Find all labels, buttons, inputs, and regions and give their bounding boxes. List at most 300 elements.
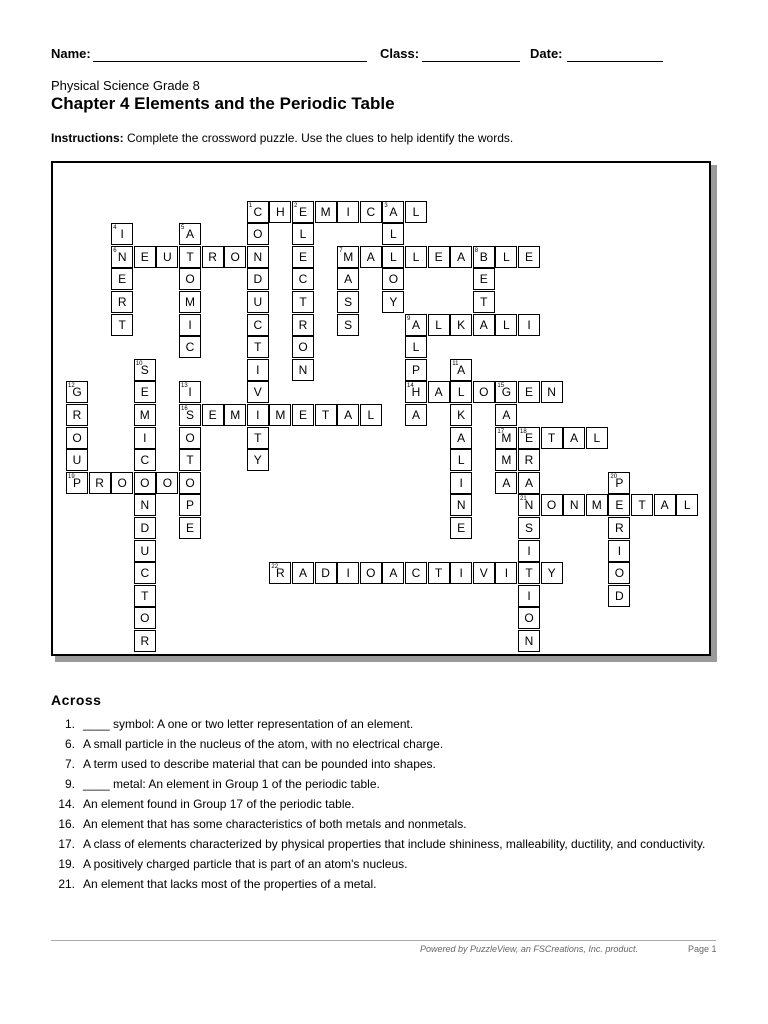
crossword-cell[interactable] — [179, 427, 201, 449]
cell-letter: C — [366, 204, 376, 219]
cell-letter: M — [501, 453, 512, 468]
crossword-cell[interactable] — [541, 562, 563, 584]
crossword-cell[interactable] — [473, 314, 495, 336]
cell-letter: N — [524, 634, 534, 648]
cell-letter: T — [186, 249, 194, 264]
cell-letter: N — [524, 498, 534, 513]
crossword-cell[interactable] — [66, 472, 88, 494]
crossword-cell[interactable] — [450, 381, 472, 403]
crossword-cell[interactable] — [518, 540, 540, 562]
crossword-cell[interactable] — [202, 404, 224, 426]
crossword-cell[interactable] — [247, 201, 269, 223]
crossword-cell[interactable] — [337, 562, 359, 584]
cell-letter: I — [527, 543, 531, 558]
cell-letter: A — [298, 566, 307, 581]
cell-letter: S — [344, 295, 353, 309]
crossword-cell[interactable] — [156, 246, 178, 268]
crossword-cell[interactable] — [586, 427, 608, 449]
crossword-cell[interactable] — [495, 472, 517, 494]
clue-number: 13 — [181, 383, 188, 390]
cell-letter: P — [185, 498, 194, 513]
crossword-cell[interactable] — [518, 517, 540, 539]
crossword-cell[interactable] — [337, 268, 359, 290]
cell-letter: A — [660, 498, 669, 513]
crossword-cell[interactable] — [495, 449, 517, 471]
clue-number: 4 — [113, 225, 117, 232]
crossword-cell[interactable] — [405, 314, 427, 336]
cell-letter: L — [435, 317, 442, 332]
crossword-cell[interactable] — [111, 223, 133, 245]
cell-letter: A — [479, 317, 488, 332]
cell-letter: R — [615, 521, 624, 535]
crossword-cell[interactable] — [66, 427, 88, 449]
crossword-cell[interactable] — [134, 517, 156, 539]
cell-letter: R — [140, 634, 150, 648]
cell-letter: E — [524, 385, 533, 400]
crossword-cell[interactable] — [473, 291, 495, 313]
crossword-cell[interactable] — [473, 268, 495, 290]
crossword-cell[interactable] — [134, 404, 156, 426]
cell-letter: L — [503, 249, 510, 264]
cell-letter: L — [367, 408, 375, 422]
cell-letter: L — [412, 204, 420, 219]
cell-letter: I — [459, 566, 463, 581]
crossword-cell[interactable] — [518, 630, 540, 652]
clue-number: 14. — [58, 797, 75, 811]
cell-letter: Y — [253, 453, 262, 468]
cell-letter: E — [479, 272, 488, 287]
cell-letter: I — [188, 385, 192, 400]
cell-letter: L — [457, 385, 465, 400]
cell-letter: M — [591, 498, 602, 513]
clue-text: An element that has some characteristics of both metals and nonmetals. — [83, 817, 467, 831]
crossword-cell[interactable] — [247, 427, 269, 449]
crossword-cell[interactable] — [360, 246, 382, 268]
cell-letter: T — [141, 588, 149, 603]
crossword-cell[interactable] — [518, 585, 540, 607]
crossword-cell[interactable] — [337, 404, 359, 426]
crossword-cell[interactable] — [608, 472, 630, 494]
cell-letter: P — [615, 475, 624, 490]
crossword-cell[interactable] — [405, 404, 427, 426]
crossword-cell[interactable] — [134, 607, 156, 629]
crossword-cell[interactable] — [292, 223, 314, 245]
crossword-cell[interactable] — [337, 201, 359, 223]
crossword-cell[interactable] — [134, 359, 156, 381]
crossword-cell[interactable] — [134, 585, 156, 607]
crossword-cell[interactable] — [518, 381, 540, 403]
footer-divider — [51, 940, 716, 941]
page-title: Chapter 4 Elements and the Periodic Table — [51, 94, 395, 113]
crossword-cell[interactable] — [382, 268, 404, 290]
cell-letter: K — [457, 408, 466, 422]
crossword-cell[interactable] — [111, 246, 133, 268]
cell-letter: O — [140, 475, 150, 490]
crossword-cell[interactable] — [247, 336, 269, 358]
class-blank[interactable] — [422, 61, 520, 62]
clue-number: 18 — [520, 428, 527, 435]
crossword-cell[interactable] — [405, 381, 427, 403]
cell-letter: L — [390, 249, 397, 264]
cell-letter: R — [208, 249, 217, 264]
cell-letter: T — [480, 295, 488, 309]
cell-letter: C — [140, 453, 150, 468]
cell-letter: V — [253, 385, 262, 400]
cell-letter: E — [185, 521, 194, 535]
cell-letter: T — [299, 295, 307, 309]
crossword-cell[interactable] — [563, 427, 585, 449]
cell-letter: E — [208, 408, 217, 422]
cell-letter: L — [503, 317, 510, 332]
crossword-cell[interactable] — [292, 314, 314, 336]
crossword-cell[interactable] — [495, 314, 517, 336]
clue-text: A small particle in the nucleus of the atom, with no electrical charge. — [83, 737, 444, 751]
crossword-cell[interactable] — [156, 472, 178, 494]
crossword-cell[interactable] — [428, 381, 450, 403]
cell-letter: E — [118, 272, 127, 287]
crossword-cell[interactable] — [382, 201, 404, 223]
cell-letter: K — [457, 317, 466, 332]
cell-letter: M — [230, 408, 241, 422]
cell-letter: A — [502, 408, 511, 422]
crossword-cell[interactable] — [66, 381, 88, 403]
cell-letter: A — [570, 430, 579, 445]
cell-letter: I — [120, 227, 124, 242]
crossword-cell[interactable] — [111, 472, 133, 494]
crossword-cell[interactable] — [382, 223, 404, 245]
crossword-cell[interactable] — [495, 562, 517, 584]
crossword-cell[interactable] — [179, 472, 201, 494]
crossword-cell[interactable] — [518, 314, 540, 336]
crossword-cell[interactable] — [405, 562, 427, 584]
clue-number: 17. — [58, 837, 75, 851]
clue-number: 19 — [68, 473, 75, 480]
crossword-cell[interactable] — [179, 268, 201, 290]
crossword-cell[interactable] — [495, 404, 517, 426]
instructions — [51, 131, 513, 145]
crossword-cell[interactable] — [654, 494, 676, 516]
crossword-cell[interactable] — [608, 540, 630, 562]
across-clue — [51, 777, 716, 792]
cell-letter: D — [253, 272, 263, 287]
crossword-cell[interactable] — [450, 427, 472, 449]
clue-number: 12 — [68, 383, 75, 390]
crossword-cell[interactable] — [608, 494, 630, 516]
cell-letter: N — [253, 249, 263, 264]
crossword-cell[interactable] — [473, 381, 495, 403]
crossword-cell[interactable] — [450, 494, 472, 516]
crossword-cell[interactable] — [518, 427, 540, 449]
crossword-cell[interactable] — [518, 246, 540, 268]
crossword-cell[interactable] — [247, 359, 269, 381]
crossword-cell[interactable] — [337, 291, 359, 313]
cell-letter: I — [188, 317, 192, 332]
cell-letter: I — [527, 317, 531, 332]
cell-letter: C — [411, 566, 421, 581]
crossword-cell[interactable] — [134, 427, 156, 449]
cell-letter: O — [117, 475, 127, 490]
instructions-text: Complete the crossword puzzle. Use the clues to help identify the words. — [127, 131, 514, 145]
crossword-cell[interactable] — [450, 449, 472, 471]
crossword-cell[interactable] — [360, 562, 382, 584]
crossword-cell[interactable] — [360, 404, 382, 426]
cell-letter: O — [230, 249, 240, 264]
clue-text: ____ symbol: A one or two letter representation of an element. — [83, 717, 414, 731]
worksheet-subtitle: Physical Science Grade 8 — [51, 78, 200, 93]
crossword-cell[interactable] — [292, 268, 314, 290]
cell-letter: V — [479, 566, 488, 581]
crossword-cell[interactable] — [292, 291, 314, 313]
cell-letter: N — [456, 498, 466, 513]
cell-letter: O — [185, 272, 195, 287]
cell-letter: N — [569, 498, 579, 513]
clue-number: 22 — [271, 564, 279, 571]
cell-letter: O — [298, 340, 308, 355]
crossword-cell[interactable] — [179, 494, 201, 516]
crossword-cell[interactable] — [179, 291, 201, 313]
cell-letter: U — [253, 295, 263, 309]
clue-number: 21 — [520, 496, 527, 503]
crossword-cell[interactable] — [315, 404, 337, 426]
crossword-cell[interactable] — [292, 404, 314, 426]
name-label: Name: — [51, 46, 91, 61]
crossword-cell[interactable] — [134, 540, 156, 562]
crossword-grid — [51, 161, 711, 656]
cell-letter: A — [502, 475, 511, 490]
cell-letter: M — [343, 249, 354, 264]
crossword-cell[interactable] — [586, 494, 608, 516]
crossword-cell[interactable] — [134, 449, 156, 471]
crossword-cell[interactable] — [337, 314, 359, 336]
crossword-cell[interactable] — [111, 268, 133, 290]
crossword-cell[interactable] — [450, 517, 472, 539]
crossword-cell[interactable] — [247, 381, 269, 403]
clue-text: A term used to describe material that can be pounded into shapes. — [83, 757, 436, 771]
cell-letter: P — [72, 475, 81, 490]
crossword-cell[interactable] — [134, 246, 156, 268]
cell-letter: D — [321, 566, 330, 581]
name-blank[interactable] — [93, 61, 367, 62]
cell-letter: G — [501, 385, 512, 400]
clue-number: 3 — [384, 202, 388, 209]
cell-letter: S — [185, 408, 194, 422]
crossword-cell[interactable] — [518, 607, 540, 629]
crossword-cell[interactable] — [450, 359, 472, 381]
crossword-cell[interactable] — [518, 562, 540, 584]
crossword-cell[interactable] — [382, 562, 404, 584]
cell-letter: S — [524, 521, 533, 535]
across-clue — [51, 717, 716, 732]
cell-letter: A — [344, 408, 353, 422]
cell-letter: E — [524, 430, 533, 445]
clue-number: 11 — [452, 360, 459, 367]
cell-letter: C — [185, 340, 195, 355]
crossword-cell[interactable] — [315, 562, 337, 584]
date-label: Date: — [530, 46, 563, 61]
crossword-cell[interactable] — [360, 201, 382, 223]
cell-letter: L — [412, 249, 420, 264]
crossword-cell[interactable] — [608, 517, 630, 539]
crossword-cell[interactable] — [541, 427, 563, 449]
crossword-cell[interactable] — [89, 472, 111, 494]
crossword-cell[interactable] — [563, 494, 585, 516]
crossword-cell[interactable] — [450, 246, 472, 268]
crossword-cell[interactable] — [473, 562, 495, 584]
cell-letter: A — [411, 408, 420, 422]
crossword-cell[interactable] — [450, 404, 472, 426]
footer-credit: Powered by PuzzleView, an FSCreations, Inc. product. — [420, 944, 638, 954]
cell-letter: L — [412, 340, 420, 355]
crossword-cell[interactable] — [134, 494, 156, 516]
crossword-cell[interactable] — [428, 314, 450, 336]
crossword-cell[interactable] — [269, 404, 291, 426]
cell-letter: U — [72, 453, 82, 468]
crossword-cell[interactable] — [247, 314, 269, 336]
crossword-cell[interactable] — [676, 494, 698, 516]
crossword-cell[interactable] — [247, 404, 269, 426]
crossword-cell[interactable] — [224, 246, 246, 268]
crossword-cell[interactable] — [179, 223, 201, 245]
crossword-cell[interactable] — [224, 404, 246, 426]
clue-number: 7. — [64, 757, 75, 771]
cell-letter: T — [321, 408, 330, 422]
cell-letter: T — [118, 317, 126, 332]
clue-number: 10 — [135, 360, 143, 367]
crossword-cell[interactable] — [247, 268, 269, 290]
cell-letter: S — [344, 317, 353, 332]
crossword-cell[interactable] — [247, 291, 269, 313]
crossword-cell[interactable] — [405, 246, 427, 268]
crossword-cell[interactable] — [179, 449, 201, 471]
crossword-cell[interactable] — [292, 246, 314, 268]
clue-number: 9 — [407, 315, 411, 322]
cell-letter: O — [524, 611, 534, 626]
crossword-cell[interactable] — [495, 246, 517, 268]
crossword-cell[interactable] — [179, 404, 201, 426]
crossword-cell[interactable] — [134, 630, 156, 652]
cell-letter: A — [457, 362, 466, 377]
crossword-cell[interactable] — [450, 472, 472, 494]
crossword-cell[interactable] — [495, 381, 517, 403]
clue-number: 1. — [64, 717, 75, 731]
instructions-label: Instructions: — [51, 131, 124, 145]
clue-number: 20 — [610, 473, 618, 480]
crossword-cell[interactable] — [292, 336, 314, 358]
crossword-cell[interactable] — [541, 381, 563, 403]
crossword-cell[interactable] — [382, 246, 404, 268]
crossword-cell[interactable] — [269, 562, 291, 584]
crossword-cell[interactable] — [518, 449, 540, 471]
cell-letter: T — [186, 453, 194, 468]
crossword-cell[interactable] — [179, 517, 201, 539]
clue-number: 1 — [248, 202, 253, 209]
cell-letter: E — [457, 521, 466, 535]
cell-letter: A — [389, 204, 398, 219]
crossword-cell[interactable] — [631, 494, 653, 516]
cell-letter: L — [457, 453, 465, 468]
crossword-cell[interactable] — [382, 291, 404, 313]
cell-letter: E — [615, 498, 624, 513]
crossword-cell[interactable] — [66, 449, 88, 471]
crossword-cell[interactable] — [428, 562, 450, 584]
crossword-cell[interactable] — [111, 291, 133, 313]
crossword-cell[interactable] — [541, 494, 563, 516]
crossword-cell[interactable] — [202, 246, 224, 268]
cell-letter: H — [411, 385, 421, 400]
cell-letter: E — [140, 385, 149, 400]
across-clue-list — [51, 717, 716, 897]
crossword-cell[interactable] — [269, 201, 291, 223]
crossword-cell[interactable] — [134, 472, 156, 494]
date-blank[interactable] — [567, 61, 663, 62]
crossword-cell[interactable] — [608, 585, 630, 607]
cell-letter: C — [298, 272, 308, 287]
crossword-cell[interactable] — [315, 201, 337, 223]
crossword-cell[interactable] — [179, 314, 201, 336]
clue-number: 19. — [58, 857, 75, 871]
cell-letter: M — [320, 204, 331, 219]
cell-letter: E — [298, 408, 307, 422]
crossword-cell[interactable] — [495, 427, 517, 449]
cell-letter: E — [434, 249, 443, 264]
cell-letter: L — [390, 227, 397, 242]
cell-letter: T — [525, 566, 533, 581]
across-clue — [51, 797, 716, 812]
cell-letter: R — [117, 295, 127, 309]
cell-letter: D — [615, 588, 624, 603]
crossword-cell[interactable] — [292, 562, 314, 584]
crossword-cell[interactable] — [337, 246, 359, 268]
crossword-cell[interactable] — [405, 336, 427, 358]
crossword-cell[interactable] — [428, 246, 450, 268]
crossword-cell[interactable] — [292, 201, 314, 223]
crossword-cell[interactable] — [247, 223, 269, 245]
cell-letter: O — [162, 475, 173, 490]
cell-letter: O — [366, 566, 376, 581]
crossword-cell[interactable] — [179, 381, 201, 403]
crossword-cell[interactable] — [405, 201, 427, 223]
cell-letter: C — [253, 317, 263, 332]
crossword-cell[interactable] — [111, 314, 133, 336]
cell-letter: M — [185, 295, 195, 309]
cell-letter: R — [72, 408, 82, 422]
crossword-cell[interactable] — [608, 562, 630, 584]
class-label: Class: — [380, 46, 420, 61]
crossword-cell[interactable] — [247, 246, 269, 268]
crossword-cell[interactable] — [450, 314, 472, 336]
cell-letter: O — [388, 272, 399, 287]
crossword-cell[interactable] — [473, 246, 495, 268]
crossword-cell[interactable] — [134, 562, 156, 584]
cell-letter: O — [546, 498, 557, 513]
cell-letter: T — [254, 430, 262, 445]
crossword-cell[interactable] — [518, 494, 540, 516]
crossword-cell[interactable] — [134, 381, 156, 403]
crossword-cell[interactable] — [247, 449, 269, 471]
cell-letter: O — [140, 611, 150, 626]
crossword-cell[interactable] — [179, 246, 201, 268]
crossword-cell[interactable] — [66, 404, 88, 426]
crossword-cell[interactable] — [405, 359, 427, 381]
crossword-cell[interactable] — [179, 336, 201, 358]
crossword-cell[interactable] — [292, 359, 314, 381]
crossword-cell[interactable] — [518, 472, 540, 494]
cell-letter: A — [366, 249, 375, 264]
cell-letter: M — [501, 430, 512, 445]
clue-number: 21. — [58, 877, 75, 891]
crossword-cell[interactable] — [450, 562, 472, 584]
cell-letter: R — [524, 453, 534, 468]
